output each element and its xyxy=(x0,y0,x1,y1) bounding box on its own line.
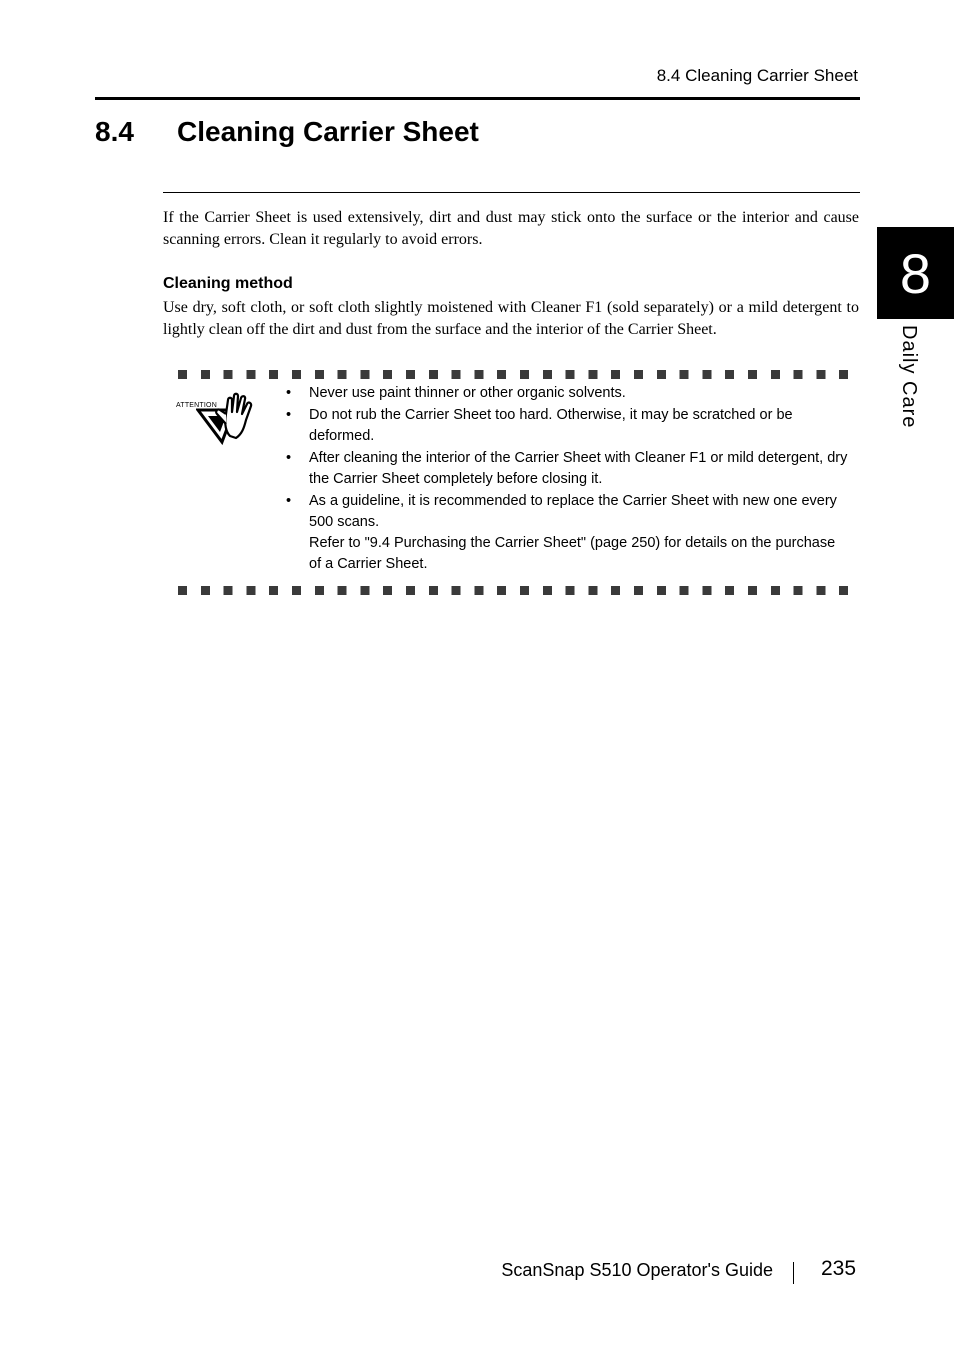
footer-guide-title: ScanSnap S510 Operator's Guide xyxy=(501,1260,773,1280)
attention-border-bottom xyxy=(178,586,850,595)
section-title-text: Cleaning Carrier Sheet xyxy=(177,116,479,147)
header-rule xyxy=(95,97,860,100)
section-rule xyxy=(163,192,860,193)
attention-item: • Do not rub the Carrier Sheet too hard. Otherwise, it may be scratched or be deformed. xyxy=(286,407,793,444)
running-header: 8.4 Cleaning Carrier Sheet xyxy=(656,66,858,85)
bullet: • xyxy=(286,385,292,401)
bullet: • xyxy=(286,493,292,509)
attention-label: ATTENTION xyxy=(176,402,217,409)
attention-item: • As a guideline, it is recommended to replace the Carrier Sheet with new one every 500 scans. Refer to "9.4 Purchasing the Carrier Sheet" (page 250) for details on the purchase of a Carrier Sheet. xyxy=(286,491,851,575)
chapter-tab: 8 xyxy=(877,227,954,319)
attention-item: • After cleaning the interior of the Carrier Sheet with Cleaner F1 or mild detergent, dry the Carrier Sheet completely before closing it. xyxy=(286,450,848,487)
attention-icon-block xyxy=(176,392,256,446)
attention-item-reference: Refer to "9.4 Purchasing the Carrier Sheet" (page 250) for details on the purchase of a Carrier Sheet. xyxy=(309,535,836,572)
attention-border-top xyxy=(178,370,850,379)
bullet: • xyxy=(286,450,292,466)
attention-item: • Never use paint thinner or other organic solvents. xyxy=(286,383,851,404)
page-number: 235 xyxy=(821,1257,857,1280)
chapter-name: Daily Care xyxy=(898,325,920,429)
cleaning-method-paragraph: Use dry, soft cloth, or soft cloth slightly moistened with Cleaner F1 (sold separately) or a mild detergent to lightly clean off the dirt and dust from the surface and the interior of the Carrier Sheet. xyxy=(163,299,859,338)
section-title xyxy=(95,116,479,148)
attention-list xyxy=(286,383,851,576)
section-number: 8.4 xyxy=(95,116,134,147)
footer-separator xyxy=(793,1262,794,1284)
cleaning-method-heading: Cleaning method xyxy=(163,275,293,292)
attention-hand-icon xyxy=(196,392,256,446)
intro-paragraph: If the Carrier Sheet is used extensively, dirt and dust may stick onto the surface or the interior and cause scanning errors. Clean it regularly to avoid errors. xyxy=(163,209,859,248)
bullet: • xyxy=(286,407,292,423)
